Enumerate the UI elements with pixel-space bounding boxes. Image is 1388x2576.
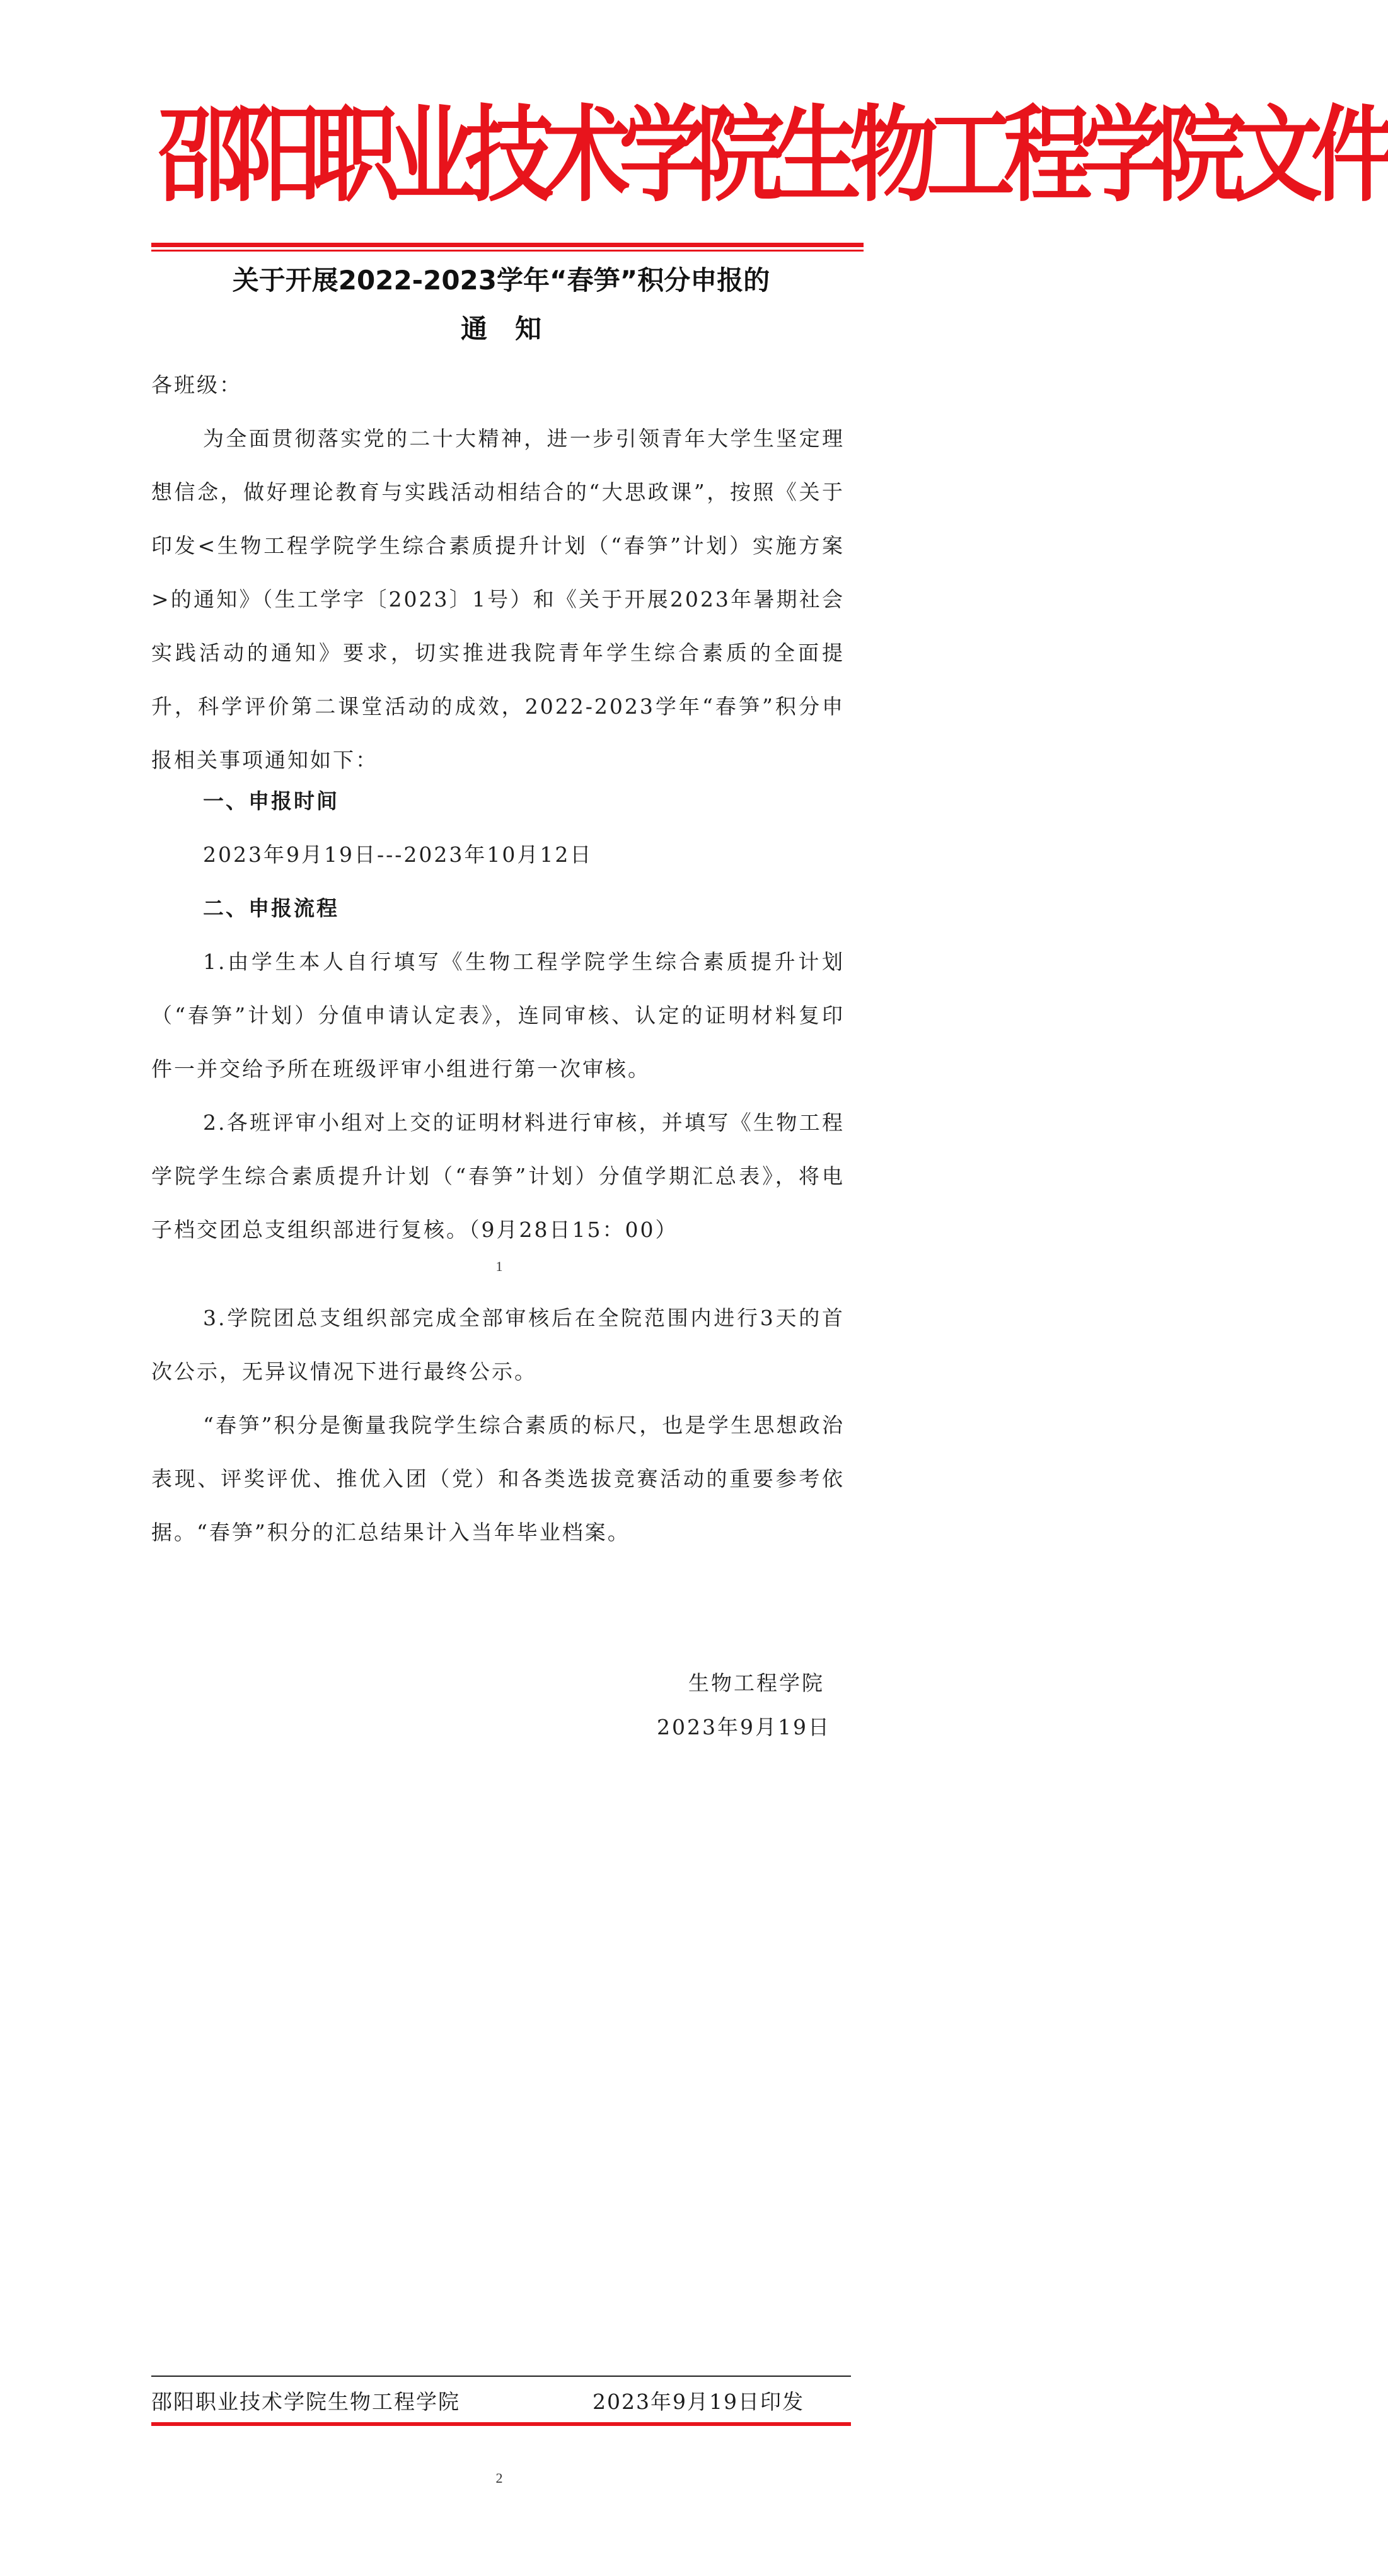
page-number-2: 2 [495, 2470, 503, 2486]
masthead-red-rule-thin [151, 250, 864, 252]
signature-date: 2023年9月19日 [657, 1715, 831, 1739]
closing-paragraph: “春笋”积分是衡量我院学生综合素质的标尺，也是学生思想政治表现、评奖评优、推优入团（党）和各类选拔竞赛活动的重要参考依据。“春笋”积分的汇总结果计入当年毕业档案。 [151, 1413, 845, 1545]
section2-step1: 1.由学生本人自行填写《生物工程学院学生综合素质提升计划（“春笋”计划）分值申请认定表》，连同审核、认定的证明材料复印件一并交给予所在班级评审小组进行第一次审核。 [151, 949, 845, 1081]
section2-heading: 二、申报流程 [203, 896, 339, 920]
footer-issue-date: 2023年9月19日印发 [593, 2389, 804, 2414]
document-masthead: 邵阳职业技术学院生物工程学院文件 [158, 95, 1388, 217]
page-number-1: 1 [495, 1258, 503, 1274]
masthead-red-rule-thick [151, 243, 864, 247]
signature-org: 生物工程学院 [688, 1671, 824, 1695]
salutation: 各班级： [151, 373, 242, 397]
section2-step3: 3.学院团总支组织部完成全部审核后在全院范围内进行3天的首次公示，无异议情况下进行最终公示。 [151, 1306, 845, 1384]
section2-step2: 2.各班评审小组对上交的证明材料进行审核，并填写《生物工程学院学生综合素质提升计划（“春笋”计划）分值学期汇总表》，将电子档交团总支组织部进行复核。（9月28日15：00） [151, 1110, 845, 1242]
intro-paragraph: 为全面贯彻落实党的二十大精神，进一步引领青年大学生坚定理想信念，做好理论教育与实践活动相结合的“大思政课”，按照《关于印发<生物工程学院学生综合素质提升计划（“春笋”计划）实施方案>的通知》（生工学字〔2023〕1号）和《关于开展2023年暑期社会实践活动的通知》要求，切实推进我院青年学生综合素质的全面提升，科学评价第二课堂活动的成效，2022-2023学年“春笋”积分申报相关事项通知如下： [151, 426, 845, 772]
footer-top-rule [151, 2376, 851, 2377]
notice-title-line1: 关于开展2022-2023学年“春笋”积分申报的 [232, 265, 770, 296]
section1-heading: 一、申报时间 [203, 789, 339, 813]
footer-issuer: 邵阳职业技术学院生物工程学院 [151, 2389, 460, 2414]
footer-red-rule [151, 2422, 851, 2426]
section1-dates: 2023年9月19日---2023年10月12日 [203, 842, 593, 867]
notice-title-line2: 通知 [460, 313, 569, 344]
